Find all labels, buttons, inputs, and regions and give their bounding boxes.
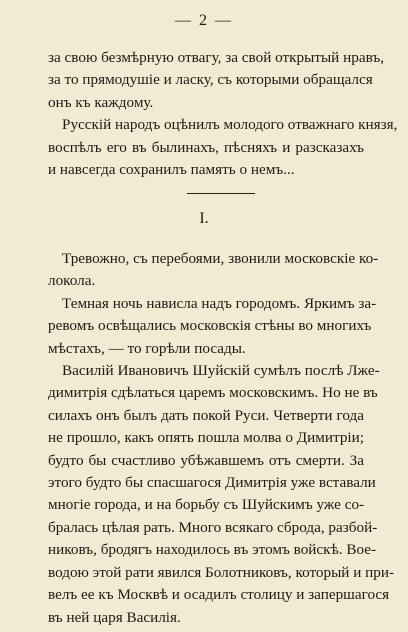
text-line: многіе города, и на борьбу съ Шуйскимъ уже со- [48, 496, 365, 514]
text-line: за то прямодушіе и ласку, съ которыми обращался [48, 71, 373, 89]
text-line: мѣстахъ, — то горѣли посады. [48, 339, 246, 357]
text-line: локола. [48, 272, 96, 290]
paragraph-4 [48, 293, 377, 360]
paragraph-5 [48, 360, 395, 629]
chapter-text-block [48, 248, 395, 629]
text-line: бралась цѣлая рать. Много всякаго сброда, разбой- [48, 518, 378, 536]
top-text-block [48, 47, 398, 181]
page-number: — 2 — [175, 12, 233, 29]
text-line: силахъ онъ былъ дать покой Руси. Четверти года [48, 406, 364, 424]
text-line: Русскій народъ оцѣнилъ молодого отважнаго князя, [62, 116, 398, 134]
text-line: онъ къ каждому. [48, 93, 154, 111]
section-divider [187, 193, 255, 194]
text-line: этого будто бы спасшагося Димитрія уже вставали [48, 474, 376, 492]
paragraph-2 [48, 114, 398, 181]
text-line: Василій Ивановичъ Шуйскій сумѣлъ послѣ Лже- [62, 362, 380, 380]
text-line: водою этой рати явился Болотниковъ, который и при- [48, 563, 395, 581]
paragraph-1 [48, 47, 385, 114]
text-line: никовъ, бродягъ находилось въ этомъ войскѣ. Вое- [48, 541, 377, 559]
text-line: не прошло, какъ опять пошла молва о Димитріи; [48, 429, 364, 447]
text-line: Тревожно, съ перебоями, звонили московскіе ко- [62, 250, 379, 267]
text-line: въ ней царя Василія. [48, 608, 181, 626]
text-line: за свою безмѣрную отвагу, за свой открытый нравъ, [48, 49, 385, 66]
text-line: воспѣлъ его въ былинахъ, пѣсняхъ и разсказахъ [48, 138, 364, 156]
text-line: димитрія сдѣлаться царемъ московскимъ. Но не въ [48, 384, 378, 402]
text-line: будто бы счастливо убѣжавшемъ отъ смерти. За [48, 451, 364, 469]
text-line: ревомъ освѣщались московскія стѣны во многихъ [48, 317, 372, 335]
text-line: велъ ее къ Москвѣ и осадилъ столицу и запершагося [48, 586, 390, 604]
chapter-heading: I. [199, 210, 209, 227]
text-line: и навсегда сохранилъ память о немъ... [48, 161, 295, 179]
text-line: Темная ночь нависла надъ городомъ. Яркимъ за- [62, 294, 377, 312]
paragraph-3 [48, 248, 379, 293]
